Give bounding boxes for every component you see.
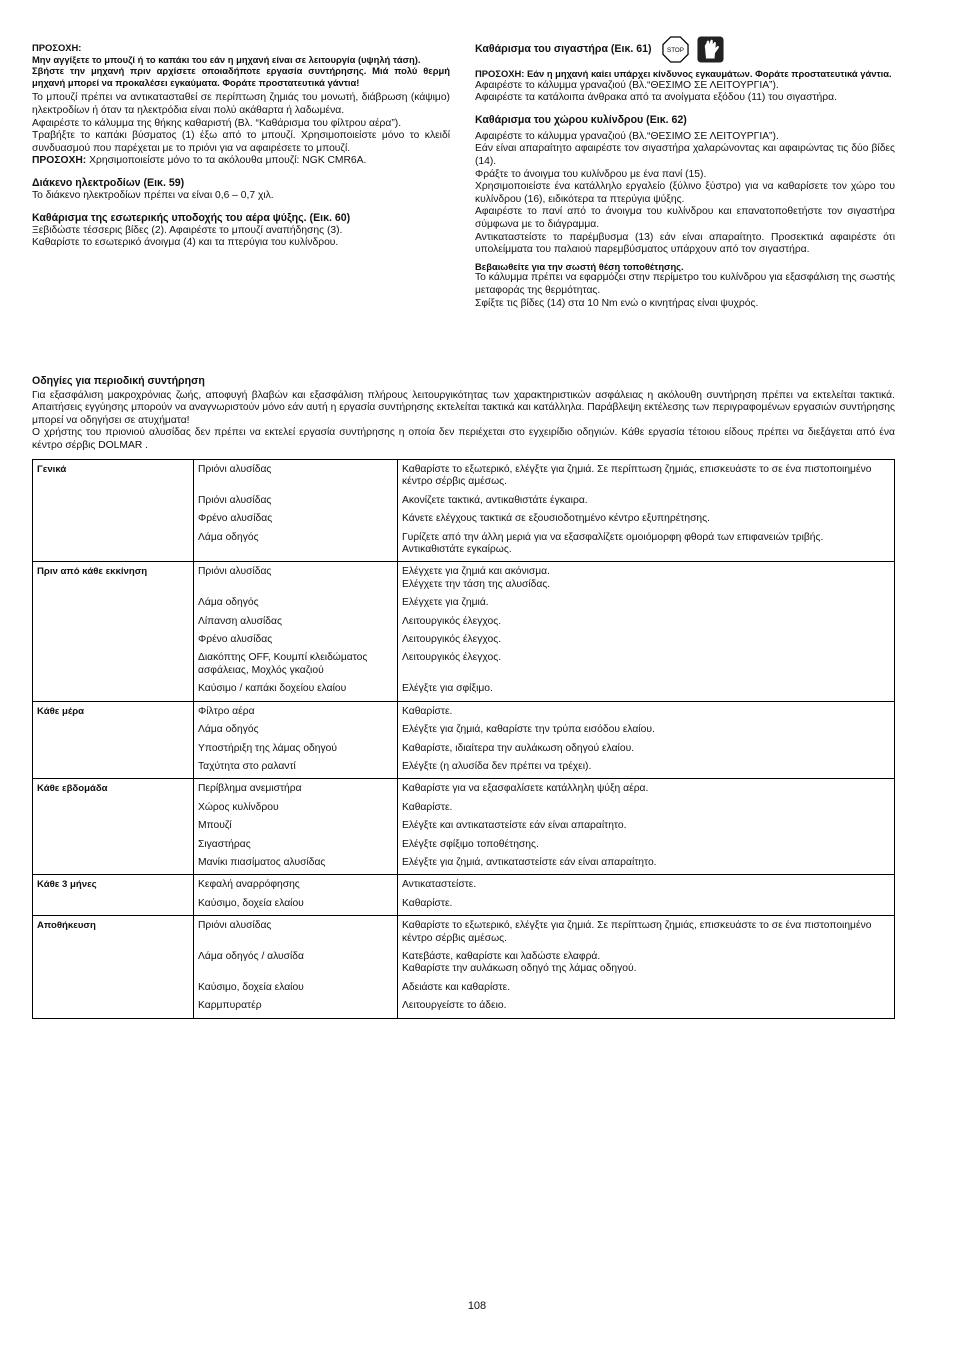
table-row	[33, 492, 895, 510]
action-cell: Ελέγχετε για ζημιά και ακόνισμα. Ελέγχετε την τάση της αλυσίδας.	[398, 562, 895, 594]
table-row	[33, 779, 895, 799]
component-cell: Φρένο αλυσίδας	[194, 510, 398, 528]
spark-plug-paragraph-3: Τραβήξτε το καπάκι βύσματος (1) έξω από το μπουζί. Χρησιμοποιείστε μόνο το κλειδί συνδυασμού που παρέχεται με το πριόνι για να αφαιρέσετε το μπουζί.	[32, 130, 450, 154]
action-cell: Ελέγξτε (η αλυσίδα δεν πρέπει να τρέχει).	[398, 758, 895, 779]
component-cell: Λίπανση αλυσίδας	[194, 613, 398, 631]
component-cell: Καύσιμο / καπάκι δοχείου ελαίου	[194, 680, 398, 701]
component-cell: Λάμα οδηγός	[194, 529, 398, 562]
warning-title: ΠΡΟΣΟΧΗ:	[32, 42, 82, 53]
interval-cell	[33, 594, 194, 612]
left-column	[32, 42, 450, 250]
action-cell: Λειτουργείστε το άδειο.	[398, 997, 895, 1018]
interval-cell	[33, 895, 194, 916]
interval-cell	[33, 631, 194, 649]
action-cell: Καθαρίστε για να εξασφαλίσετε κατάλληλη ψύξη αέρα.	[398, 779, 895, 799]
component-cell: Καύσιμο, δοχεία ελαίου	[194, 895, 398, 916]
action-cell: Ελέγχετε για ζημιά.	[398, 594, 895, 612]
table-row	[33, 740, 895, 758]
interval-cell	[33, 979, 194, 997]
cylinder-text-1: Αφαιρέστε το κάλυμμα γραναζιού (Βλ.“ΘΕΣΙΜΟ ΣΕ ΛΕΙΤΟΥΡΓΙΑ”).	[475, 130, 779, 142]
component-cell: Φρένο αλυσίδας	[194, 631, 398, 649]
interval-cell	[33, 510, 194, 528]
table-row	[33, 460, 895, 492]
table-row	[33, 875, 895, 895]
table-row	[33, 529, 895, 562]
action-cell: Ελέγξτε για ζημιά, αντικαταστείστε εάν είναι απαραίτητο.	[398, 854, 895, 875]
action-cell: Αντικαταστείστε.	[398, 875, 895, 895]
action-cell: Λειτουργικός έλεγχος.	[398, 631, 895, 649]
gloves-icon	[697, 36, 724, 63]
spark-plug-paragraph-1: Το μπουζί πρέπει να αντικατασταθεί σε περίπτωση ζημιάς του μονωτή, διάβρωση (κάψιμο) ηλεκτροδίων ή όταν τα ηλεκτρόδια είναι πολύ ακάθαρτα ή λαδωμένα.	[32, 92, 450, 116]
spark-plug-note	[32, 155, 450, 168]
maintenance-table-body	[33, 460, 895, 1019]
interval-cell	[33, 613, 194, 631]
action-cell: Ελέγξτε και αντικαταστείστε εάν είναι απαραίτητο.	[398, 817, 895, 835]
component-cell: Διακόπτης OFF, Κουμπί κλειδώματος ασφάλειας, Μοχλός γκαζιού	[194, 649, 398, 680]
ensure-text-1: Το κάλυμμα πρέπει να εφαρμόζει στην περίμετρο του κυλίνδρου για εξασφάλιση της σωστής μεταφοράς της θερμότητας.	[475, 272, 895, 296]
note-label: ΠΡΟΣΟΧΗ:	[32, 155, 87, 167]
component-cell: Μπουζί	[194, 817, 398, 835]
interval-cell	[33, 854, 194, 875]
table-row	[33, 594, 895, 612]
action-cell: Καθαρίστε.	[398, 895, 895, 916]
interval-cell	[33, 680, 194, 701]
table-row	[33, 817, 895, 835]
component-cell: Καρμπυρατέρ	[194, 997, 398, 1018]
spark-plug-paragraph-2: Αφαιρέστε το κάλυμμα της θήκης καθαριστή (Βλ. “Καθάρισμα του φίλτρου αέρα”).	[32, 117, 402, 129]
interval-cell	[33, 836, 194, 854]
component-cell: Λάμα οδηγός	[194, 721, 398, 739]
interval-cell	[33, 948, 194, 979]
component-cell: Πριόνι αλυσίδας	[194, 916, 398, 948]
action-cell: Ακονίζετε τακτικά, αντικαθιστάτε έγκαιρα.	[398, 492, 895, 510]
action-cell: Λειτουργικός έλεγχος.	[398, 649, 895, 680]
component-cell: Πριόνι αλυσίδας	[194, 460, 398, 492]
warning-text-2: Σβήστε την μηχανή πριν αρχίσετε οποιαδήποτε εργασία συντήρησης. Μιά πολύ θερμή μηχανή μπορεί να προκαλέσει εγκαύματα. Φοράτε προστατευτικά γάντια!	[32, 65, 450, 88]
interval-cell	[33, 649, 194, 680]
action-cell: Ελέγξτε για ζημιά, καθαρίστε την τρύπα εισόδου ελαίου.	[398, 721, 895, 739]
intro-paragraph-2: Ο χρήστης του πριονιού αλυσίδας δεν πρέπει να εκτελεί εργασία συντήρησης η οποία δεν περιέχεται στο εγχειρίδιο οδηγιών. Κάθε εργασία τέτοιου είδους πρέπει να διεξάγεται από ένα κέντρο σέρβις DOLMAR .	[32, 427, 895, 451]
component-cell: Ταχύτητα στο ραλαντί	[194, 758, 398, 779]
muffler-text-2: Αφαιρέστε τα κατάλοιπα άνθρακα από τα ανοίγματα εξόδου (11) του σιγαστήρα.	[475, 92, 837, 104]
interval-cell: Αποθήκευση	[33, 916, 194, 948]
component-cell: Μανίκι πιασίματος αλυσίδας	[194, 854, 398, 875]
action-cell: Καθαρίστε το εξωτερικό, ελέγξτε για ζημιά. Σε περίπτωση ζημιάς, επισκευάστε το σε ένα πιστοποιημένο κέντρο σέρβις αμέσως.	[398, 460, 895, 492]
interval-cell	[33, 817, 194, 835]
table-row	[33, 836, 895, 854]
interval-cell	[33, 721, 194, 739]
ensure-text-2: Σφίξτε τις βίδες (14) στα 10 Nm ενώ ο κινητήρας είναι ψυχρός.	[475, 297, 759, 309]
interval-cell	[33, 758, 194, 779]
electrode-gap-text: Το διάκενο ηλεκτροδίων πρέπει να είναι 0,6 – 0,7 χιλ.	[32, 189, 274, 201]
table-row	[33, 721, 895, 739]
table-row	[33, 680, 895, 701]
interval-cell: Πριν από κάθε εκκίνηση	[33, 562, 194, 594]
component-cell: Φίλτρο αέρα	[194, 701, 398, 721]
muffler-text-1: Αφαιρέστε το κάλυμμα γραναζιού (Βλ.“ΘΕΣΙΜΟ ΣΕ ΛΕΙΤΟΥΡΓΙΑ”).	[475, 79, 779, 91]
component-cell: Λάμα οδηγός / αλυσίδα	[194, 948, 398, 979]
cylinder-text-6: Αντικαταστείστε το παρέμβυσμα (13) εάν είναι απαραίτητο. Προσεκτικά αφαιρέστε ότι υπολείμματα του παλαιού παρεμβύσματος υπάρχουν από τον σιγαστήρα.	[475, 231, 895, 256]
table-row	[33, 510, 895, 528]
interval-cell: Γενικά	[33, 460, 194, 492]
maintenance-intro	[32, 375, 895, 452]
component-cell: Λάμα οδηγός	[194, 594, 398, 612]
muffler-warning: ΠΡΟΣΟΧΗ: Εάν η μηχανή καίει υπάρχει κίνδυνος εγκαυμάτων. Φοράτε προστατευτικά γάντια.	[475, 68, 892, 79]
right-column	[475, 42, 895, 310]
component-cell: Πριόνι αλυσίδας	[194, 492, 398, 510]
interval-cell	[33, 529, 194, 562]
interval-cell: Κάθε 3 μήνες	[33, 875, 194, 895]
interval-cell: Κάθε εβδομάδα	[33, 779, 194, 799]
interval-cell	[33, 799, 194, 817]
heading-cylinder: Καθάρισμα του χώρου κυλίνδρου (Εικ. 62)	[475, 113, 687, 126]
table-row	[33, 613, 895, 631]
component-cell: Κεφαλή αναρρόφησης	[194, 875, 398, 895]
component-cell: Υποστήριξη της λάμας οδηγού	[194, 740, 398, 758]
table-row	[33, 799, 895, 817]
table-row	[33, 895, 895, 916]
heading-muffler: Καθάρισμα του σιγαστήρα (Εικ. 61)	[475, 42, 652, 55]
interval-cell	[33, 997, 194, 1018]
action-cell: Κατεβάστε, καθαρίστε και λαδώστε ελαφρά. Καθαρίστε την αυλάκωση οδηγό της λάμας οδηγού.	[398, 948, 895, 979]
component-cell: Πριόνι αλυσίδας	[194, 562, 398, 594]
svg-text:STOP: STOP	[666, 46, 684, 54]
action-cell: Κάνετε ελέγχους τακτικά σε εξουσιοδοτημένο κέντρο εξυπηρέτησης.	[398, 510, 895, 528]
action-cell: Καθαρίστε.	[398, 701, 895, 721]
maintenance-table	[32, 459, 895, 1019]
action-cell: Καθαρίστε το εξωτερικό, ελέγξτε για ζημιά. Σε περίπτωση ζημιάς, επισκευάστε το σε ένα πιστοποιημένο κέντρο σέρβις αμέσως.	[398, 916, 895, 948]
cylinder-text-3: Φράξτε το άνοιγμα του κυλίνδρου με ένα πανί (15).	[475, 168, 707, 180]
heading-periodic-maintenance: Οδηγίες για περιοδική συντήρηση	[32, 375, 205, 387]
table-row	[33, 997, 895, 1018]
component-cell: Καύσιμο, δοχεία ελαίου	[194, 979, 398, 997]
table-row	[33, 948, 895, 979]
air-intake-text-1: Ξεβιδώστε τέσσερις βίδες (2). Αφαιρέστε το μπουζί αναπήδησης (3).	[32, 224, 343, 236]
table-row	[33, 631, 895, 649]
action-cell: Ελέγξτε για σφίξιμο.	[398, 680, 895, 701]
interval-cell: Κάθε μέρα	[33, 701, 194, 721]
table-row	[33, 562, 895, 594]
interval-cell	[33, 492, 194, 510]
warning-text-1: Μην αγγίξετε το μπουζί ή το καπάκι του εάν η μηχανή είναι σε λειτουργία (υψηλή τάση).	[32, 53, 421, 65]
table-row	[33, 701, 895, 721]
action-cell: Ελέγξτε σφίξιμο τοποθέτησης.	[398, 836, 895, 854]
ensure-title: Βεβαιωθείτε για την σωστή θέση τοποθέτησης.	[475, 260, 684, 272]
component-cell: Σιγαστήρας	[194, 836, 398, 854]
cylinder-text-4: Χρησιμοποιείστε ένα κατάλληλο εργαλείο (ξύλινο ξύστρο) για να καθαρίσετε τον χώρο του κυλίνδρου (16), ειδικότερα τα πτερύγια ψύξης.	[475, 181, 895, 205]
cylinder-text-5: Αφαιρέστε το πανί από το άνοιγμα του κυλίνδρου και επανατοποθετήστε τον σιγαστήρα σύμφωνα με το διάγραμμα.	[475, 206, 895, 230]
table-row	[33, 758, 895, 779]
component-cell: Περίβλημα ανεμιστήρα	[194, 779, 398, 799]
table-row	[33, 854, 895, 875]
action-cell: Λειτουργικός έλεγχος.	[398, 613, 895, 631]
note-text: Χρησιμοποιείστε μόνο το τα ακόλουθα μπουζί: NGK CMR6A.	[86, 155, 367, 167]
muffler-title-row	[475, 34, 895, 64]
intro-paragraph-1: Για εξασφάλιση μακροχρόνιας ζωής, αποφυγή βλαβών και εξασφάλιση πλήρους λειτουργικότητας των χαρακτηριστικών ασφάλειας η ακόλουθη συντήρηση πρέπει να εκτελείται τακτικά. Απαιτήσεις εγγύησης μπορούν να αναγνωριστούν μόνο εάν αυτή η εργασία συντήρησης εκτελείται τακτικά και κατάλληλα. Παράβλεψη εκτέλεσης των περιγραφομένων εργασιών συντήρησης μπορεί να οδηγήσει σε ατυχήματα!	[32, 390, 895, 426]
action-cell: Καθαρίστε.	[398, 799, 895, 817]
interval-cell	[33, 740, 194, 758]
component-cell: Χώρος κυλίνδρου	[194, 799, 398, 817]
heading-air-intake: Καθάρισμα της εσωτερικής υποδοχής του αέρα ψύξης. (Εικ. 60)	[32, 211, 351, 224]
action-cell: Γυρίζετε από την άλλη μεριά για να εξασφαλίζετε ομοιόμορφη φθορά των επιφανειών τριβής. Αντικαθιστάτε εγκαίρως.	[398, 529, 895, 562]
table-row	[33, 979, 895, 997]
air-intake-text-2: Καθαρίστε το εσωτερικό άνοιγμα (4) και τα πτερύγια του κυλίνδρου.	[32, 237, 339, 249]
stop-sign-icon	[662, 36, 689, 63]
cylinder-text-2: Εάν είναι απαραίτητο αφαιρέστε τον σιγαστήρα χαλαρώνοντας και αφαιρώντας τις δύο βίδες (14).	[475, 143, 895, 167]
table-row	[33, 916, 895, 948]
heading-electrode-gap: Διάκενο ηλεκτροδίων (Εικ. 59)	[32, 176, 185, 189]
action-cell: Αδειάστε και καθαρίστε.	[398, 979, 895, 997]
action-cell: Καθαρίστε, ιδιαίτερα την αυλάκωση οδηγού ελαίου.	[398, 740, 895, 758]
page-number: 108	[467, 1300, 487, 1312]
table-row	[33, 649, 895, 680]
